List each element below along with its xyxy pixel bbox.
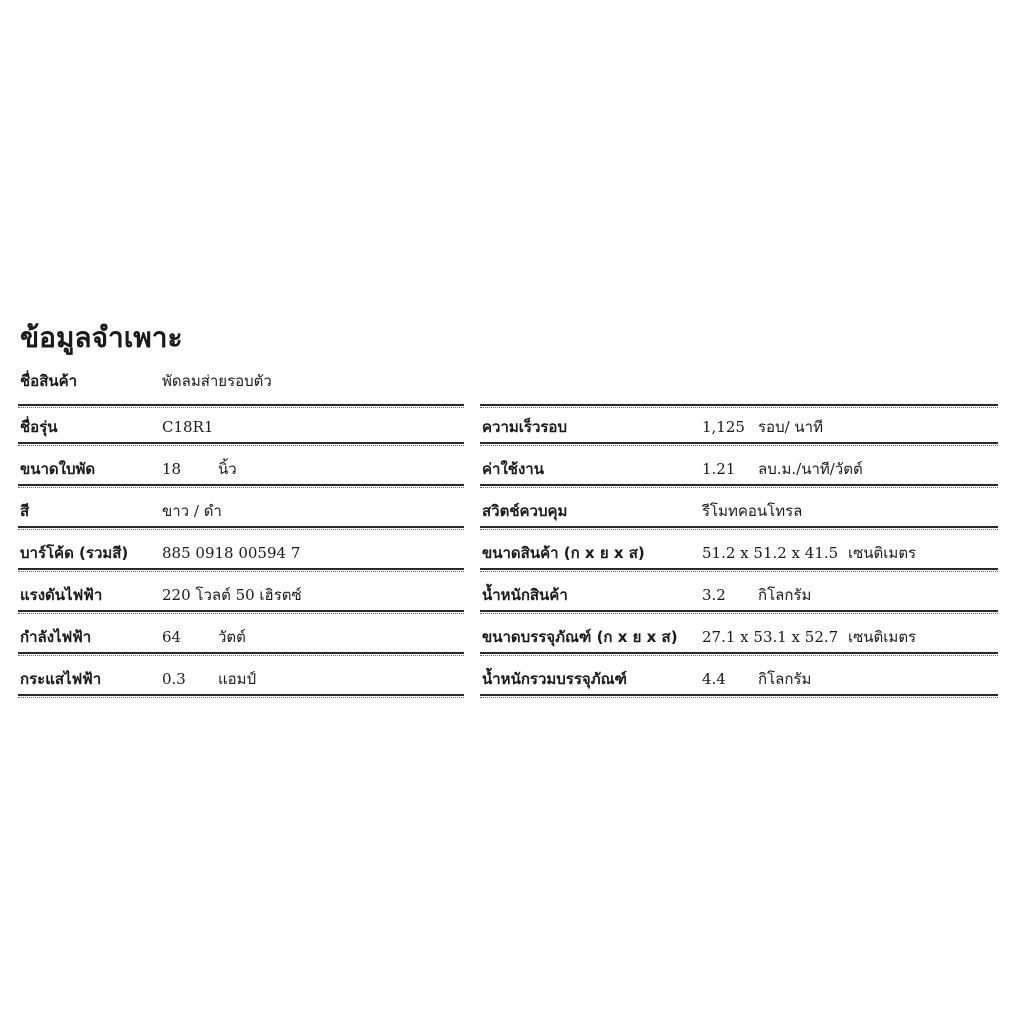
spec-value: 51.2 x 51.2 x 41.5 [702, 544, 839, 562]
spec-label: สวิตช์ควบคุม [482, 502, 568, 520]
spec-label: ชื่อสินค้า [20, 372, 78, 390]
spec-unit: เซนติเมตร [848, 628, 917, 646]
spec-row-speed [480, 404, 998, 446]
spec-unit: เซนติเมตร [848, 544, 917, 562]
spec-label: กำลังไฟฟ้า [20, 628, 92, 646]
spec-row-barcode [18, 530, 464, 572]
spec-row-package-size [480, 614, 998, 656]
spec-unit: ลบ.ม./นาที/วัตต์ [758, 460, 863, 478]
spec-label: แรงดันไฟฟ้า [20, 586, 103, 604]
spec-label: ความเร็วรอบ [482, 418, 567, 436]
spec-unit: รอบ/ นาที [758, 418, 823, 436]
spec-row-control-switch [480, 488, 998, 530]
spec-value: 18 [162, 460, 182, 478]
spec-value: 4.4 [702, 670, 726, 688]
spec-row-model [18, 404, 464, 446]
spec-row-current [18, 656, 464, 698]
spec-value: 1,125 [702, 418, 745, 436]
spec-value: 64 [162, 628, 182, 646]
spec-label: ขนาดใบพัด [20, 460, 96, 478]
spec-value: พัดลมส่ายรอบตัว [162, 372, 272, 390]
spec-value: 3.2 [702, 586, 726, 604]
spec-unit: กิโลกรัม [758, 586, 812, 604]
spec-label: น้ำหนักสินค้า [482, 586, 568, 604]
row-top-divider [18, 404, 464, 408]
row-divider [480, 694, 998, 698]
spec-row-voltage [18, 572, 464, 614]
spec-label: ชื่อรุ่น [20, 418, 58, 436]
spec-row-power [18, 614, 464, 656]
spec-row-gross-weight [480, 656, 998, 698]
spec-unit: แอมป์ [218, 670, 257, 688]
spec-row-product-size [480, 530, 998, 572]
spec-value: 885 0918 00594 7 [162, 544, 301, 562]
spec-value: รีโมทคอนโทรล [702, 502, 803, 520]
spec-value: 27.1 x 53.1 x 52.7 [702, 628, 839, 646]
spec-value: 1.21 [702, 460, 736, 478]
spec-unit: นิ้ว [218, 460, 237, 478]
spec-value: C18R1 [162, 418, 214, 436]
spec-label: ขนาดบรรจุภัณฑ์ (ก x ย x ส) [482, 628, 678, 646]
spec-value: 0.3 [162, 670, 186, 688]
spec-row-product-weight [480, 572, 998, 614]
spec-label: บาร์โค้ด (รวมสี) [20, 544, 129, 562]
spec-row-color [18, 488, 464, 530]
spec-unit: วัตต์ [218, 628, 246, 646]
spec-row-blade-size [18, 446, 464, 488]
spec-row-efficiency [480, 446, 998, 488]
spec-label: กระแสไฟฟ้า [20, 670, 102, 688]
spec-row-product-name [18, 362, 464, 404]
row-divider [18, 694, 464, 698]
spec-label: น้ำหนักรวมบรรจุภัณฑ์ [482, 670, 627, 688]
spec-label: สี [20, 502, 30, 520]
spec-title: ข้อมูลจำเพาะ [20, 321, 183, 354]
spec-unit: กิโลกรัม [758, 670, 812, 688]
spec-value: 220 โวลต์ 50 เฮิรตซ์ [162, 586, 302, 604]
spec-label: ค่าใช้งาน [482, 460, 544, 478]
spec-label: ขนาดสินค้า (ก x ย x ส) [482, 544, 645, 562]
spec-value: ขาว / ดำ [162, 502, 222, 520]
